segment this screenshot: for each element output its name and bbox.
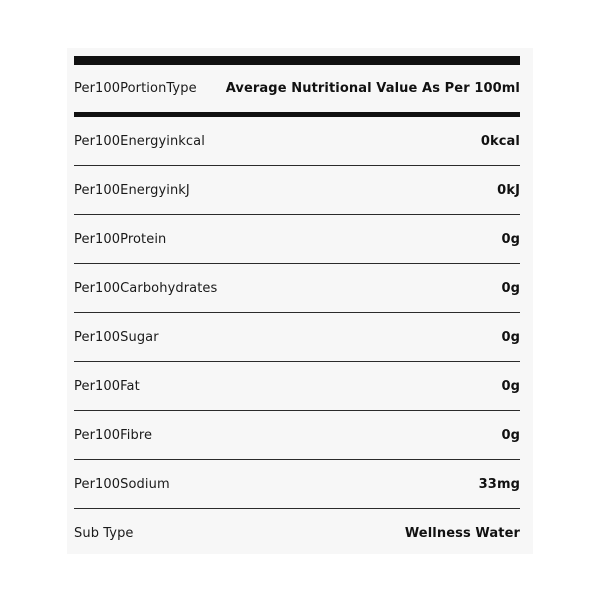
row-label: Sub Type xyxy=(74,526,134,541)
table-top-bar xyxy=(74,56,520,65)
table-row xyxy=(74,215,520,264)
table-row xyxy=(74,166,520,215)
row-value: Wellness Water xyxy=(404,526,520,541)
table-row xyxy=(74,509,520,558)
header-value: Average Nutritional Value As Per 100ml xyxy=(225,81,520,96)
table-row xyxy=(74,264,520,313)
row-label: Per100Protein xyxy=(74,231,167,247)
table-header-row xyxy=(74,65,520,117)
row-value: 33mg xyxy=(478,476,520,492)
row-value: 0g xyxy=(501,329,520,345)
row-label: Per100Sodium xyxy=(74,476,170,492)
nutrition-table xyxy=(74,56,520,558)
row-label: Per100Sugar xyxy=(74,329,159,345)
table-row xyxy=(74,313,520,362)
row-value: 0g xyxy=(501,378,520,394)
table-row xyxy=(74,117,520,166)
row-label: Per100Carbohydrates xyxy=(74,280,218,296)
row-label: Per100Energyinkcal xyxy=(74,133,205,149)
row-value: 0kcal xyxy=(480,133,520,149)
row-value: 0g xyxy=(501,280,520,296)
row-value: 0g xyxy=(501,231,520,247)
table-row xyxy=(74,411,520,460)
row-label: Per100Fat xyxy=(74,378,140,394)
row-value: 0kJ xyxy=(497,182,520,198)
row-label: Per100EnergyinkJ xyxy=(74,182,190,198)
row-label: Per100Fibre xyxy=(74,427,153,443)
table-row xyxy=(74,362,520,411)
table-row xyxy=(74,460,520,509)
row-value: 0g xyxy=(501,427,520,443)
header-label: Per100PortionType xyxy=(74,81,197,96)
